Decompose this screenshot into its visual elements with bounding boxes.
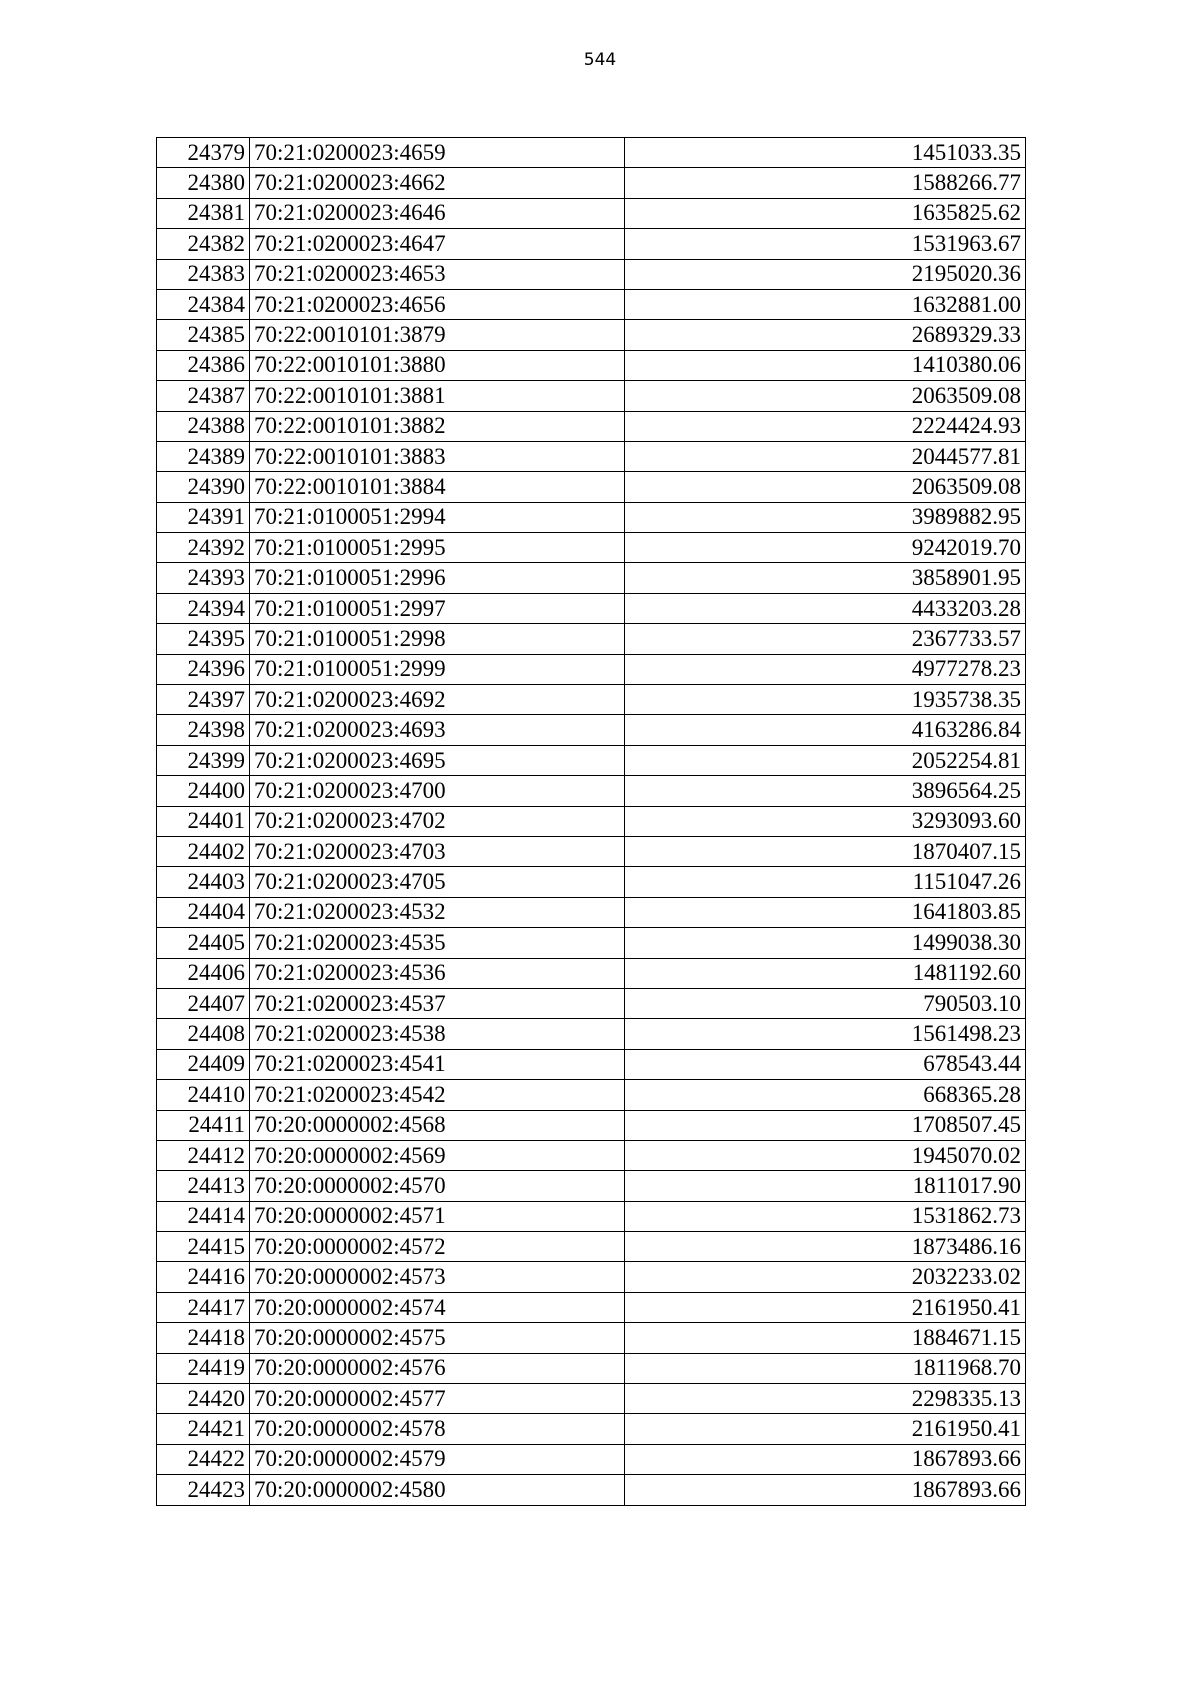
cadastral-number-cell: 70:21:0100051:2997: [250, 593, 625, 623]
cadastral-number-cell: 70:21:0200023:4532: [250, 897, 625, 927]
row-number-cell: 24405: [157, 928, 250, 958]
table-row: [157, 563, 1026, 593]
cadastral-number-cell: 70:21:0200023:4538: [250, 1019, 625, 1049]
cadastral-number-cell: 70:21:0200023:4653: [250, 259, 625, 289]
table-row: [157, 897, 1026, 927]
row-number-cell: 24383: [157, 259, 250, 289]
value-cell: 2161950.41: [625, 1292, 1026, 1322]
table-row: [157, 229, 1026, 259]
table-row: [157, 502, 1026, 532]
value-cell: 1641803.85: [625, 897, 1026, 927]
value-cell: 678543.44: [625, 1049, 1026, 1079]
value-cell: 2224424.93: [625, 411, 1026, 441]
row-number-cell: 24420: [157, 1384, 250, 1414]
cadastral-number-cell: 70:21:0200023:4659: [250, 138, 625, 168]
value-cell: 2195020.36: [625, 259, 1026, 289]
table-row: [157, 350, 1026, 380]
table-row: [157, 867, 1026, 897]
row-number-cell: 24396: [157, 654, 250, 684]
row-number-cell: 24400: [157, 776, 250, 806]
table-row: [157, 958, 1026, 988]
cadastral-number-cell: 70:21:0200023:4656: [250, 289, 625, 319]
row-number-cell: 24416: [157, 1262, 250, 1292]
value-cell: 1481192.60: [625, 958, 1026, 988]
row-number-cell: 24391: [157, 502, 250, 532]
cadastral-number-cell: 70:22:0010101:3879: [250, 320, 625, 350]
row-number-cell: 24388: [157, 411, 250, 441]
row-number-cell: 24390: [157, 472, 250, 502]
value-cell: 2052254.81: [625, 745, 1026, 775]
value-cell: 1451033.35: [625, 138, 1026, 168]
value-cell: 1499038.30: [625, 928, 1026, 958]
row-number-cell: 24392: [157, 533, 250, 563]
cadastral-number-cell: 70:20:0000002:4568: [250, 1110, 625, 1140]
cadastral-number-cell: 70:21:0200023:4535: [250, 928, 625, 958]
cadastral-number-cell: 70:21:0100051:2996: [250, 563, 625, 593]
table-row: [157, 1353, 1026, 1383]
table-row: [157, 1292, 1026, 1322]
cadastral-number-cell: 70:21:0100051:2998: [250, 624, 625, 654]
row-number-cell: 24385: [157, 320, 250, 350]
cadastral-number-cell: 70:20:0000002:4579: [250, 1444, 625, 1474]
cadastral-number-cell: 70:20:0000002:4572: [250, 1232, 625, 1262]
table-row: [157, 441, 1026, 471]
value-cell: 1945070.02: [625, 1140, 1026, 1170]
row-number-cell: 24412: [157, 1140, 250, 1170]
row-number-cell: 24379: [157, 138, 250, 168]
row-number-cell: 24393: [157, 563, 250, 593]
value-cell: 1811017.90: [625, 1171, 1026, 1201]
row-number-cell: 24394: [157, 593, 250, 623]
row-number-cell: 24419: [157, 1353, 250, 1383]
cadastral-number-cell: 70:21:0200023:4703: [250, 836, 625, 866]
table-row: [157, 624, 1026, 654]
value-cell: 1867893.66: [625, 1444, 1026, 1474]
table-row: [157, 806, 1026, 836]
row-number-cell: 24414: [157, 1201, 250, 1231]
table-row: [157, 320, 1026, 350]
value-cell: 3293093.60: [625, 806, 1026, 836]
value-cell: 2063509.08: [625, 472, 1026, 502]
cadastral-number-cell: 70:20:0000002:4576: [250, 1353, 625, 1383]
table-row: [157, 1414, 1026, 1444]
cadastral-number-cell: 70:22:0010101:3883: [250, 441, 625, 471]
row-number-cell: 24397: [157, 685, 250, 715]
value-cell: 1708507.45: [625, 1110, 1026, 1140]
page-number: 544: [583, 50, 617, 70]
cadastral-number-cell: 70:20:0000002:4575: [250, 1323, 625, 1353]
cadastral-number-cell: 70:21:0100051:2995: [250, 533, 625, 563]
row-number-cell: 24380: [157, 168, 250, 198]
row-number-cell: 24403: [157, 867, 250, 897]
table-row: [157, 715, 1026, 745]
row-number-cell: 24401: [157, 806, 250, 836]
table-row: [157, 1262, 1026, 1292]
value-cell: 1935738.35: [625, 685, 1026, 715]
table-row: [157, 138, 1026, 168]
value-cell: 4433203.28: [625, 593, 1026, 623]
table-row: [157, 1444, 1026, 1474]
value-cell: 2689329.33: [625, 320, 1026, 350]
table-row: [157, 593, 1026, 623]
value-cell: 1635825.62: [625, 198, 1026, 228]
cadastral-number-cell: 70:21:0200023:4662: [250, 168, 625, 198]
cadastral-number-cell: 70:20:0000002:4573: [250, 1262, 625, 1292]
cadastral-number-cell: 70:22:0010101:3884: [250, 472, 625, 502]
table-row: [157, 654, 1026, 684]
cadastral-number-cell: 70:21:0200023:4542: [250, 1080, 625, 1110]
row-number-cell: 24387: [157, 381, 250, 411]
cadastral-number-cell: 70:21:0200023:4700: [250, 776, 625, 806]
value-cell: 3896564.25: [625, 776, 1026, 806]
cadastral-number-cell: 70:20:0000002:4580: [250, 1475, 625, 1505]
cadastral-number-cell: 70:20:0000002:4569: [250, 1140, 625, 1170]
table-row: [157, 685, 1026, 715]
cadastral-number-cell: 70:21:0200023:4536: [250, 958, 625, 988]
cadastral-number-cell: 70:20:0000002:4578: [250, 1414, 625, 1444]
table-row: [157, 168, 1026, 198]
cadastral-number-cell: 70:21:0200023:4692: [250, 685, 625, 715]
cadastral-number-cell: 70:20:0000002:4571: [250, 1201, 625, 1231]
table-row: [157, 1475, 1026, 1505]
row-number-cell: 24381: [157, 198, 250, 228]
table-row: [157, 1049, 1026, 1079]
table-row: [157, 1171, 1026, 1201]
row-number-cell: 24422: [157, 1444, 250, 1474]
cadastral-number-cell: 70:20:0000002:4574: [250, 1292, 625, 1322]
row-number-cell: 24415: [157, 1232, 250, 1262]
value-cell: 2161950.41: [625, 1414, 1026, 1444]
cadastral-number-cell: 70:22:0010101:3880: [250, 350, 625, 380]
table-row: [157, 1323, 1026, 1353]
table-row: [157, 988, 1026, 1018]
table-row: [157, 745, 1026, 775]
row-number-cell: 24411: [157, 1110, 250, 1140]
row-number-cell: 24418: [157, 1323, 250, 1353]
value-cell: 4163286.84: [625, 715, 1026, 745]
table-row: [157, 198, 1026, 228]
table-row: [157, 259, 1026, 289]
row-number-cell: 24382: [157, 229, 250, 259]
value-cell: 3989882.95: [625, 502, 1026, 532]
row-number-cell: 24413: [157, 1171, 250, 1201]
row-number-cell: 24402: [157, 836, 250, 866]
row-number-cell: 24386: [157, 350, 250, 380]
value-cell: 1811968.70: [625, 1353, 1026, 1383]
cadastral-number-cell: 70:21:0200023:4695: [250, 745, 625, 775]
value-cell: 1588266.77: [625, 168, 1026, 198]
table-row: [157, 1110, 1026, 1140]
value-cell: 4977278.23: [625, 654, 1026, 684]
table-row: [157, 1232, 1026, 1262]
table-row: [157, 776, 1026, 806]
value-cell: 1873486.16: [625, 1232, 1026, 1262]
table-row: [157, 928, 1026, 958]
table-row: [157, 533, 1026, 563]
cadastral-number-cell: 70:21:0100051:2999: [250, 654, 625, 684]
cadastral-number-cell: 70:20:0000002:4570: [250, 1171, 625, 1201]
row-number-cell: 24407: [157, 988, 250, 1018]
cadastral-value-table: [156, 137, 1026, 1506]
row-number-cell: 24421: [157, 1414, 250, 1444]
value-cell: 790503.10: [625, 988, 1026, 1018]
row-number-cell: 24417: [157, 1292, 250, 1322]
row-number-cell: 24404: [157, 897, 250, 927]
cadastral-number-cell: 70:21:0200023:4541: [250, 1049, 625, 1079]
row-number-cell: 24410: [157, 1080, 250, 1110]
value-cell: 1561498.23: [625, 1019, 1026, 1049]
cadastral-number-cell: 70:21:0200023:4537: [250, 988, 625, 1018]
value-cell: 2032233.02: [625, 1262, 1026, 1292]
table-row: [157, 1080, 1026, 1110]
value-cell: 9242019.70: [625, 533, 1026, 563]
row-number-cell: 24398: [157, 715, 250, 745]
row-number-cell: 24409: [157, 1049, 250, 1079]
value-cell: 2063509.08: [625, 381, 1026, 411]
value-cell: 1151047.26: [625, 867, 1026, 897]
row-number-cell: 24384: [157, 289, 250, 319]
table-row: [157, 1140, 1026, 1170]
table-row: [157, 1019, 1026, 1049]
cadastral-number-cell: 70:22:0010101:3881: [250, 381, 625, 411]
value-cell: 3858901.95: [625, 563, 1026, 593]
row-number-cell: 24408: [157, 1019, 250, 1049]
table-row: [157, 411, 1026, 441]
cadastral-number-cell: 70:21:0200023:4647: [250, 229, 625, 259]
table-row: [157, 381, 1026, 411]
value-cell: 1884671.15: [625, 1323, 1026, 1353]
cadastral-number-cell: 70:21:0200023:4693: [250, 715, 625, 745]
cadastral-number-cell: 70:22:0010101:3882: [250, 411, 625, 441]
cadastral-number-cell: 70:21:0100051:2994: [250, 502, 625, 532]
row-number-cell: 24423: [157, 1475, 250, 1505]
cadastral-number-cell: 70:21:0200023:4702: [250, 806, 625, 836]
value-cell: 1531862.73: [625, 1201, 1026, 1231]
table-row: [157, 289, 1026, 319]
table-row: [157, 836, 1026, 866]
value-cell: 1410380.06: [625, 350, 1026, 380]
row-number-cell: 24395: [157, 624, 250, 654]
table-row: [157, 1384, 1026, 1414]
cadastral-number-cell: 70:21:0200023:4705: [250, 867, 625, 897]
value-cell: 2298335.13: [625, 1384, 1026, 1414]
table-row: [157, 1201, 1026, 1231]
value-cell: 1531963.67: [625, 229, 1026, 259]
value-cell: 2367733.57: [625, 624, 1026, 654]
value-cell: 2044577.81: [625, 441, 1026, 471]
value-cell: 1867893.66: [625, 1475, 1026, 1505]
value-cell: 1632881.00: [625, 289, 1026, 319]
value-cell: 1870407.15: [625, 836, 1026, 866]
row-number-cell: 24389: [157, 441, 250, 471]
value-cell: 668365.28: [625, 1080, 1026, 1110]
row-number-cell: 24399: [157, 745, 250, 775]
cadastral-number-cell: 70:21:0200023:4646: [250, 198, 625, 228]
table-row: [157, 472, 1026, 502]
row-number-cell: 24406: [157, 958, 250, 988]
cadastral-number-cell: 70:20:0000002:4577: [250, 1384, 625, 1414]
table-body: [157, 138, 1026, 1506]
